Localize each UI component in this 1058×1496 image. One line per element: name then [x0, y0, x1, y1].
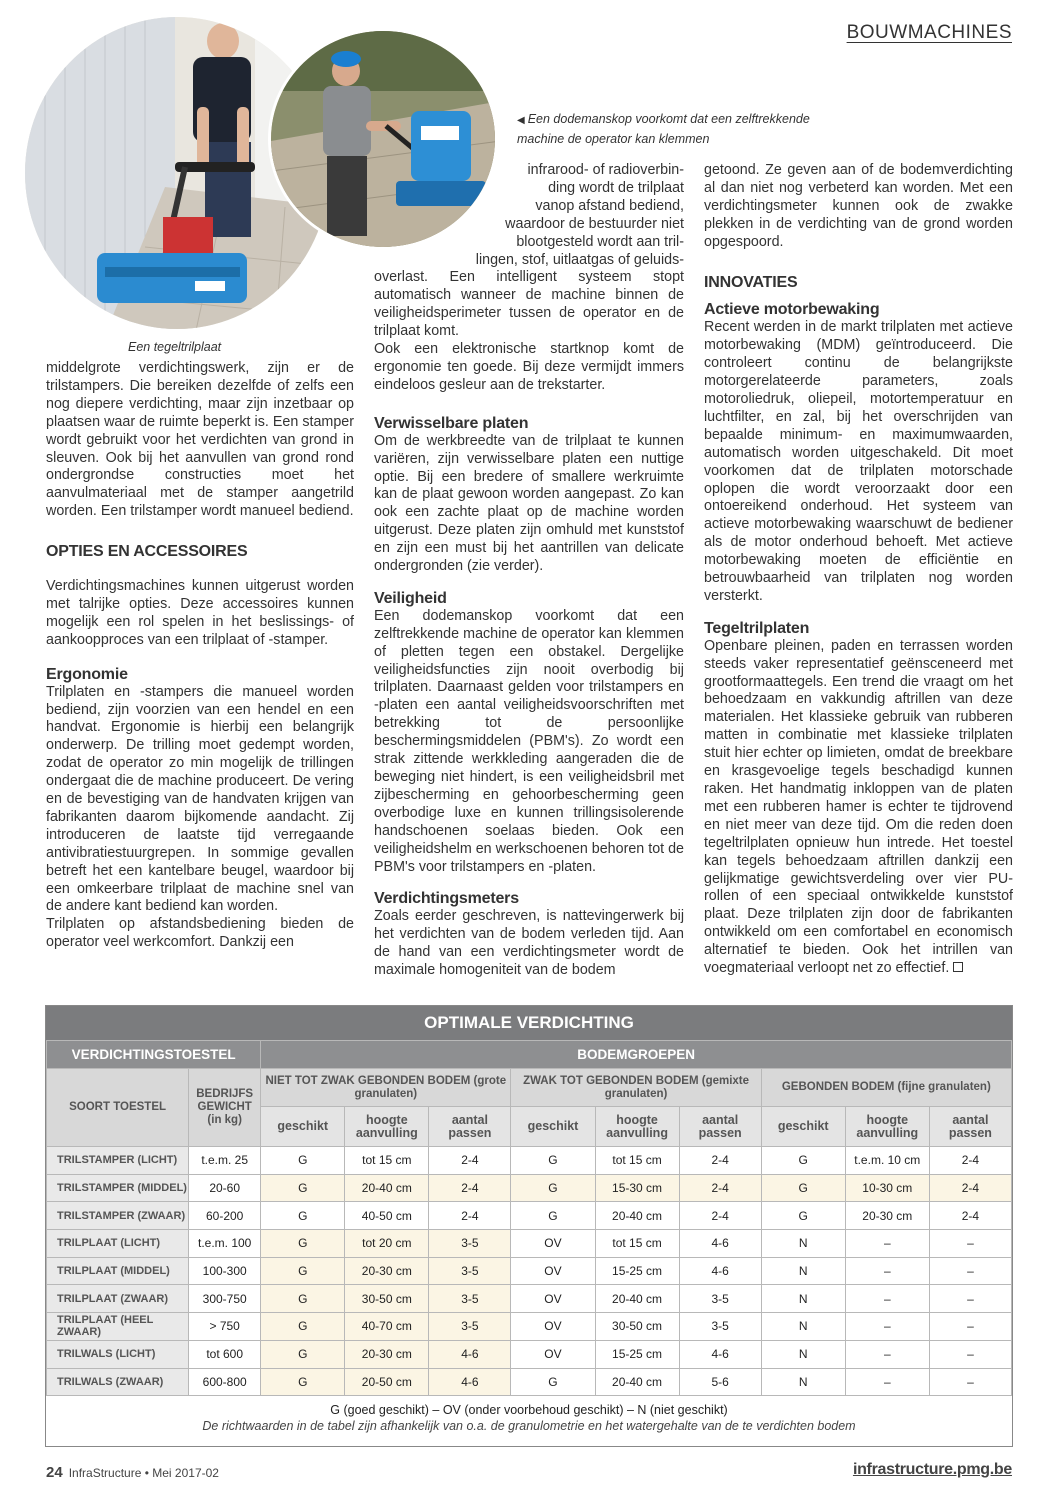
table-cell: G: [511, 1174, 595, 1202]
paragraph: Een dodemanskop voorkomt dat een zelftrekkende machine de operator kan klemmen of pletten tegen een obstakel. Dergelijke veiligheidsfuncties zijn nooit overbodig bij trilplaten. Daarnaast gelden voor trilstampers en -platen een aantal veiligheidsvoorschriften met betrekking tot de persoonlijke beschermingsmiddelen (PBM's). Zo wordt een strak zittende werkkleding aangeraden die de beweging niet hindert, is een veiligheidsbril met zijbescherming en gehoorbescherming geen overbodige luxe en kunnen trillingsisolerende handschoenen soelaas bieden. Ook een veiligheidshelm en werkschoenen behoren tot de PBM's voor trilstampers en -platen.: [374, 607, 684, 875]
table-cell: 4-6: [679, 1257, 761, 1285]
table-cell: –: [845, 1313, 929, 1341]
table-cell: 4-6: [679, 1340, 761, 1368]
table-cell: 2-4: [429, 1202, 511, 1230]
table-cell: 20-40 cm: [345, 1174, 429, 1202]
heading-veiligheid: Veiligheid: [374, 589, 447, 607]
footer-left: [46, 1464, 219, 1481]
table-cell: t.e.m. 10 cm: [845, 1147, 929, 1175]
column-3: [704, 162, 1013, 978]
table-cell: –: [929, 1230, 1011, 1258]
text-line: lingen, stof, uitlaatgas of geluids-: [475, 251, 684, 268]
table-cell: N: [761, 1285, 845, 1313]
table-cell: –: [929, 1313, 1011, 1341]
table-cell: G: [261, 1313, 345, 1341]
subheader: hoogte aanvulling: [845, 1107, 929, 1147]
photo1-caption: Een tegeltrilplaat: [128, 340, 222, 354]
table-cell: N: [761, 1313, 845, 1341]
table-cell: 20-40 cm: [595, 1202, 679, 1230]
table-cell: –: [845, 1340, 929, 1368]
table-cell: 2-4: [429, 1147, 511, 1175]
table-cell: G: [261, 1147, 345, 1175]
table-cell: 30-50 cm: [345, 1285, 429, 1313]
row-label: TRILSTAMPER (ZWAAR): [47, 1202, 189, 1230]
text-line: waardoor de bestuurder niet: [505, 215, 684, 232]
table-cell: 2-4: [679, 1202, 761, 1230]
paragraph: getoond. Ze geven aan of de bodemverdichting al dan niet nog verbeterd kan worden. Met een verdichtingsmeter kunnen ook de zwakke plekken in de verdichting van de grond worden opgespoord.: [704, 162, 1013, 250]
heading-opties: OPTIES EN ACCESSOIRES: [46, 543, 248, 561]
table-cell: G: [511, 1202, 595, 1230]
table-cell: 10-30 cm: [845, 1174, 929, 1202]
table-cell: 4-6: [429, 1368, 511, 1396]
table-cell: OV: [511, 1340, 595, 1368]
table-cell: G: [261, 1285, 345, 1313]
photo-plate-compactor: [268, 28, 498, 250]
table-cell: 20-40 cm: [595, 1285, 679, 1313]
table-cell: 2-4: [929, 1174, 1011, 1202]
table-cell: –: [929, 1257, 1011, 1285]
paragraph: Zoals eerder geschreven, is nattevingerwerk bij het verdichten van de bodem verleden tijd. Aan de hand van een verdichtingsmeter wordt de maximale homogeniteit van de bodem: [374, 908, 684, 979]
paragraph: Om de werkbreedte van de trilplaat te kunnen variëren, zijn verwisselbare platen een nuttige optie. Bij een bredere of smallere werkruimte kan de plaat gewoon worden aangepast. Zo kan ook een zachte plaat op de machine worden uitgerust. Deze platen zijn omhuld met kunststof en zijn een must bij het aantrillen van delicate ondergronden (zie verder).: [374, 432, 684, 575]
table-cell: OV: [511, 1285, 595, 1313]
row-label: TRILPLAAT (LICHT): [47, 1230, 189, 1258]
text-line: ding wordt de trilplaat: [548, 179, 684, 196]
subheader: aantal passen: [929, 1107, 1011, 1147]
subheader: aantal passen: [679, 1107, 761, 1147]
text-line: infrarood- of radioverbin-: [527, 162, 684, 178]
publication: InfraStructure • Mei 2017-02: [68, 1466, 219, 1480]
header-group: NIET TOT ZWAK GEBONDEN BODEM (grote granulaten): [261, 1069, 511, 1107]
table-cell: –: [929, 1368, 1011, 1396]
subheader: geschikt: [261, 1107, 345, 1147]
table-cell: 4-6: [429, 1340, 511, 1368]
table-cell: G: [761, 1174, 845, 1202]
table-cell: 2-4: [679, 1147, 761, 1175]
table-cell: 15-25 cm: [595, 1257, 679, 1285]
table-cell: G: [511, 1147, 595, 1175]
table-cell: –: [845, 1285, 929, 1313]
table-row: [47, 1202, 1012, 1230]
table-cell: 3-5: [679, 1285, 761, 1313]
table-cell: –: [845, 1257, 929, 1285]
table-title: OPTIMALE VERDICHTING: [46, 1006, 1012, 1040]
paragraph: overlast. Een intelligent systeem stopt automatisch wanneer de machine binnen de veiligheidsperimeter tussen de operator en de trilplaat komt.: [374, 269, 684, 340]
row-label: TRILPLAAT (ZWAAR): [47, 1285, 189, 1313]
photo2-caption: [517, 110, 817, 149]
table-cell: G: [761, 1202, 845, 1230]
table-cell: 2-4: [929, 1147, 1011, 1175]
table-row: [47, 1257, 1012, 1285]
header-group: ZWAK TOT GEBONDEN BODEM (gemixte granulaten): [511, 1069, 761, 1107]
table-cell: G: [261, 1174, 345, 1202]
table-cell: N: [761, 1230, 845, 1258]
table-cell: 3-5: [429, 1230, 511, 1258]
table-cell: OV: [511, 1313, 595, 1341]
table-cell: –: [845, 1230, 929, 1258]
table-cell: t.e.m. 25: [189, 1147, 261, 1175]
table-row: [47, 1368, 1012, 1396]
subheader: hoogte aanvulling: [595, 1107, 679, 1147]
table-cell: N: [761, 1257, 845, 1285]
table-cell: 20-60: [189, 1174, 261, 1202]
table-cell: G: [761, 1147, 845, 1175]
table-cell: 20-50 cm: [345, 1368, 429, 1396]
row-label: TRILSTAMPER (MIDDEL): [47, 1174, 189, 1202]
table-cell: tot 600: [189, 1340, 261, 1368]
table-cell: 15-25 cm: [595, 1340, 679, 1368]
paragraph: middelgrote verdichtingswerk, zijn er de trilstampers. Die bereiken dezelfde of zelfs een nog diepere verdichting, maar zijn inzetbaar op plaatsen waar de ruimte beperkt is. Een stamper wordt gebruikt voor het verdichten van grond in sleuven. Ook bij het aanvullen van grond rond ondergrondse constructies moet het aanvulmateriaal met de stamper aangetrild worden. Een trilstamper wordt manueel bediend.: [46, 360, 354, 520]
paragraph: Recent werden in de markt trilplaten met actieve motorbewaking (MDM) geïntroduceerd. Die controleert continu de belangrijkste motorgerelateerde parameters, zoals motoroliedruk, oliepeil, motortemperatuur en luchtfilter, en zal, bij het overschrijden van bepaalde minimum- en maximumwaarden, automatisch worden uitgeschakeld. Dit moet voorkomen dat de trilplaten motorschade oplopen die wordt veroorzaakt door een ontoereikend onderhoud. Het systeem van actieve motorbewaking waarschuwt de bediener als de motor onderhoud behoeft. Met actieve motorbewaking moeten de efficiëntie en betrouwbaarheid van trilplaten nog worden versterkt.: [704, 319, 1013, 604]
subheader: geschikt: [511, 1107, 595, 1147]
table-legend: [46, 1396, 1012, 1434]
paragraph: Trilplaten op afstandsbediening bieden de operator veel werkcomfort. Dankzij een: [46, 916, 354, 951]
heading-platen: Verwisselbare platen: [374, 414, 529, 432]
legend-text: G (goed geschikt) – OV (onder voorbehoud geschikt) – N (niet geschikt): [330, 1403, 728, 1418]
page-number: 24: [46, 1464, 63, 1481]
table-row: [47, 1285, 1012, 1313]
paragraph: [704, 638, 1013, 978]
header-soort: SOORT TOESTEL: [47, 1069, 189, 1147]
header-group: GEBONDEN BODEM (fijne granulaten): [761, 1069, 1011, 1107]
table-cell: tot 15 cm: [595, 1230, 679, 1258]
table-cell: t.e.m. 100: [189, 1230, 261, 1258]
table-body: [47, 1147, 1012, 1396]
table-cell: 60-200: [189, 1202, 261, 1230]
table-cell: G: [261, 1257, 345, 1285]
table-cell: > 750: [189, 1313, 261, 1341]
table-cell: 20-30 cm: [845, 1202, 929, 1230]
column-1: [46, 360, 354, 952]
row-label: TRILWALS (ZWAAR): [47, 1368, 189, 1396]
row-label: TRILSTAMPER (LICHT): [47, 1147, 189, 1175]
header-bodem: BODEMGROEPEN: [261, 1041, 1012, 1069]
table-cell: –: [845, 1368, 929, 1396]
table-cell: 5-6: [679, 1368, 761, 1396]
table-cell: tot 15 cm: [345, 1147, 429, 1175]
caret-left-icon: ◀: [517, 115, 525, 126]
table-cell: 20-30 cm: [345, 1257, 429, 1285]
paragraph: Ook een elektronische startknop komt de ergonomie ten goede. Bij deze vermijdt immers eindeloos gesleur aan de trekstarter.: [374, 341, 684, 393]
text-line: blootgesteld wordt aan tril-: [516, 233, 684, 250]
table-row: [47, 1174, 1012, 1202]
table-cell: tot 20 cm: [345, 1230, 429, 1258]
row-label: TRILWALS (LICHT): [47, 1340, 189, 1368]
subheader: hoogte aanvulling: [345, 1107, 429, 1147]
table-cell: N: [761, 1368, 845, 1396]
heading-innovaties: INNOVATIES: [704, 273, 798, 291]
table-row: [47, 1340, 1012, 1368]
table-cell: 3-5: [429, 1285, 511, 1313]
photo2-caption-text: Een dodemanskop voorkomt dat een zelftrekkende machine de operator kan klemmen: [517, 112, 810, 146]
table-cell: OV: [511, 1257, 595, 1285]
table-cell: G: [261, 1202, 345, 1230]
heading-tegel: Tegeltrilplaten: [704, 619, 810, 637]
paragraph: Verdichtingsmachines kunnen uitgerust worden met talrijke opties. Deze accessoires kunnen mogelijk een rol spelen in het beslissings- of aankoopproces van een trilplaat of -stamper.: [46, 578, 354, 648]
table-cell: G: [511, 1368, 595, 1396]
table-cell: G: [261, 1340, 345, 1368]
table-cell: 600-800: [189, 1368, 261, 1396]
table-cell: 30-50 cm: [595, 1313, 679, 1341]
header-gewicht: BEDRIJFS GEWICHT (in kg): [189, 1069, 261, 1147]
table-cell: 3-5: [429, 1313, 511, 1341]
heading-motor: Actieve motorbewaking: [704, 301, 880, 319]
end-mark-icon: [953, 962, 963, 972]
subheader: aantal passen: [429, 1107, 511, 1147]
table-cell: 15-30 cm: [595, 1174, 679, 1202]
table-cell: OV: [511, 1230, 595, 1258]
table-cell: –: [929, 1285, 1011, 1313]
table-cell: –: [929, 1340, 1011, 1368]
paragraph-text: Openbare pleinen, paden en terrassen worden steeds vaker representatief geënsceneerd met grootformaattegels. Een trend die vraagt om het behoedzaam en vakkundig aftrillen van deze materialen. Het klassieke gebruik van rubberen matten in combinatie met klassieke trilplaten stuit hier echter op limieten, omdat de breekbare en krasgevoelige tegels beschadigd kunnen raken. Het handmatig inkloppen van de platen met een rubberen hamer is echter te tijdrovend en niet meer van deze tijd. Om die reden doen tegeltrilplaten opnieuw hun intrede. Het toestel kan tegels behoedzaam aftrillen dankzij een gelijkmatige gewichtsverdeling over vier PU-rollen of een speciaal ontwikkelde kunststof plaat. Deze trilplaten zijn door de fabrikanten ontwikkeld om een comfortabel en economisch alternatief te bieden. Ook het intrillen van voegmateriaal verloopt net zo effectief.: [704, 637, 1013, 977]
row-label: TRILPLAAT (HEEL ZWAAR): [47, 1313, 189, 1341]
text-line: vanop afstand bediend,: [535, 197, 684, 214]
table-cell: N: [761, 1340, 845, 1368]
header-toestel: VERDICHTINGSTOESTEL: [47, 1041, 261, 1069]
table-cell: 2-4: [429, 1174, 511, 1202]
subheader: geschikt: [761, 1107, 845, 1147]
table-cell: G: [261, 1368, 345, 1396]
table-cell: 300-750: [189, 1285, 261, 1313]
table-cell: 4-6: [679, 1230, 761, 1258]
table-cell: 2-4: [679, 1174, 761, 1202]
heading-ergonomie: Ergonomie: [46, 665, 128, 683]
row-label: TRILPLAAT (MIDDEL): [47, 1257, 189, 1285]
table-row: [47, 1313, 1012, 1341]
compaction-table: [45, 1005, 1013, 1447]
table-row: [47, 1230, 1012, 1258]
table-cell: 3-5: [679, 1313, 761, 1341]
section-label: BOUWMACHINES: [846, 22, 1012, 43]
table-cell: G: [261, 1230, 345, 1258]
table-cell: 3-5: [429, 1257, 511, 1285]
table-cell: 20-30 cm: [345, 1340, 429, 1368]
table-cell: tot 15 cm: [595, 1147, 679, 1175]
table-cell: 40-70 cm: [345, 1313, 429, 1341]
table-cell: 40-50 cm: [345, 1202, 429, 1230]
table-cell: 2-4: [929, 1202, 1011, 1230]
table-cell: 100-300: [189, 1257, 261, 1285]
column-2: [374, 162, 684, 980]
legend-note: De richtwaarden in de tabel zijn afhankelijk van o.a. de granulometrie en het watergehalte van de te verdichten bodem: [202, 1419, 856, 1434]
table-cell: 20-40 cm: [595, 1368, 679, 1396]
table-row: [47, 1147, 1012, 1175]
data-table: [46, 1040, 1012, 1396]
heading-meters: Verdichtingsmeters: [374, 890, 519, 908]
footer-url[interactable]: infrastructure.pmg.be: [852, 1461, 1012, 1478]
paragraph: Trilplaten en -stampers die manueel worden bediend, zijn voorzien van een hendel en een handvat. Ergonomie is hierbij een belangrijk onderwerp. De trilling moet gedempt worden, zodat de operator zo min mogelijk de trillingen ondergaat die de machine produceert. De vering en de bevestiging van de handvaten krijgen van fabrikanten daarom bijkomende aandacht. Zij introduceren de laatste tijd verregaande antivibratiestuurgrepen. In sommige gevallen betreft het een kantelbare beugel, waardoor bij een omkeerbare trilplaat de machine snel van de andere kant bediend kan worden.: [46, 683, 354, 915]
